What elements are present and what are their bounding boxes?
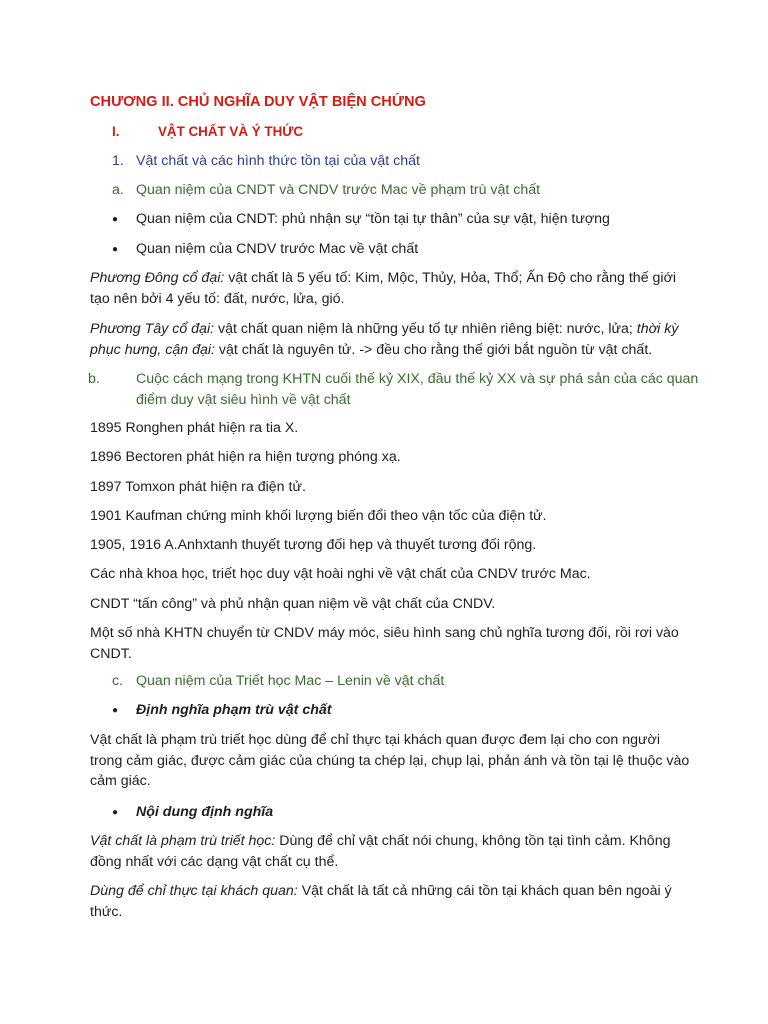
paragraph-definition: Vật chất là phạm trù triết học dùng để chỉ thực tại khách quan được đem lại cho con người trong cảm giác, được cảm giác của chúng ta chép lại, chụp lại, phản ánh và tồn tại lệ thuộc vào cảm giác. <box>90 732 690 789</box>
bullet-item <box>112 239 692 261</box>
subsection-b-heading <box>88 369 716 410</box>
bullet-icon: ● <box>112 807 119 818</box>
paragraph-east <box>90 268 690 309</box>
bullet-text: Nội dung định nghĩa <box>136 804 274 820</box>
paragraph: CNDT “tấn công” và phủ nhận quan niệm về vật chất của CNDV. <box>90 596 496 612</box>
paragraph-text: vật chất là 5 yếu tố: Kim, Mộc, Thủy, Hỏa, Thổ; Ấn Độ cho rằng thế giới tạo nên bởi 4 yếu tố: đất, nước, lửa, gió. <box>90 270 677 307</box>
paragraph-west <box>90 319 690 360</box>
subsection-label: Vật chất và các hình thức tồn tại của vật chất <box>136 153 420 169</box>
bullet-icon: ● <box>112 705 119 716</box>
subsection-c-heading <box>112 671 692 692</box>
bullet-item <box>112 209 692 231</box>
paragraph-lead: Dùng để chỉ thực tại khách quan: <box>90 883 298 899</box>
paragraph-text: Dùng để chỉ vật chất nói chung, không tồn tại tình cảm. Không đồng nhất với các dạng vật chất cụ thể. <box>90 833 671 870</box>
subsection-label: Quan niệm của CNDT và CNDV trước Mac về phạm trù vật chất <box>136 182 541 198</box>
paragraph-lead: Vật chất là phạm trù triết học: <box>90 833 276 849</box>
section-number: I. <box>112 124 120 139</box>
paragraph-category <box>90 831 690 872</box>
chapter-title: CHƯƠNG II. CHỦ NGHĨA DUY VẬT BIỆN CHỨNG <box>90 94 426 110</box>
paragraph-lead: Phương Tây cổ đại: <box>90 321 215 337</box>
event-line: 1895 Ronghen phát hiện ra tia X. <box>90 420 299 436</box>
paragraph-text: vật chất là nguyên tử. -> đều cho rằng thế giới bắt nguồn từ vật chất. <box>214 341 653 358</box>
subsection-number: a. <box>112 182 124 198</box>
event-line: 1896 Bectoren phát hiện ra hiện tượng phóng xạ. <box>90 449 401 465</box>
bullet-text: Quan niệm của CNDV trước Mac về vật chất <box>136 241 419 257</box>
subsection-label: Quan niệm của Triết học Mac – Lenin về vật chất <box>136 673 445 689</box>
paragraph-lead: thời kỳ phục hưng, cận đại: <box>90 321 679 358</box>
subsection-number: 1. <box>112 153 124 169</box>
section-label: VẬT CHẤT VÀ Ý THỨC <box>158 124 304 139</box>
bullet-text: Quan niệm của CNDT: phủ nhận sự “tồn tại tự thân” của sự vật, hiện tượng <box>136 211 610 227</box>
bullet-item <box>112 700 692 722</box>
paragraph-lead: Phương Đông cổ đại: <box>90 270 225 286</box>
paragraph: Một số nhà KHTN chuyển từ CNDV máy móc, siêu hình sang chủ nghĩa tương đối, rồi rơi vào CNDT. <box>90 625 679 662</box>
event-line: 1901 Kaufman chứng minh khối lượng biến đổi theo vận tốc của điện tử. <box>90 508 547 524</box>
paragraph-objective <box>90 881 690 922</box>
bullet-item <box>112 802 692 824</box>
bullet-icon: ● <box>112 214 119 225</box>
paragraph-text: Vật chất là tất cả những cái tồn tại khách quan bên ngoài ý thức. <box>90 883 672 920</box>
subsection-number: b. <box>88 371 100 387</box>
event-line: 1905, 1916 A.Anhxtanh thuyết tương đối hẹp và thuyết tương đối rộng. <box>90 537 537 553</box>
paragraph-text: vật chất quan niệm là những yếu tố tự nhiên riêng biệt: nước, lửa; <box>214 321 637 337</box>
event-line: 1897 Tomxon phát hiện ra điện tử. <box>90 479 306 495</box>
subsection-a-heading <box>112 180 692 201</box>
subsection-label: Cuộc cách mạng trong KHTN cuối thế kỷ XIX, đầu thế kỷ XX và sự phá sản của các quan điểm duy vật siêu hình về vật chất <box>136 371 699 408</box>
paragraph: Các nhà khoa học, triết học duy vật hoài nghi về vật chất của CNDV trước Mac. <box>90 566 591 582</box>
subsection-number: c. <box>112 673 124 689</box>
subsection-1-heading <box>112 151 692 172</box>
bullet-text: Định nghĩa phạm trù vật chất <box>136 702 332 718</box>
bullet-icon: ● <box>112 244 119 255</box>
section-heading <box>112 122 712 143</box>
